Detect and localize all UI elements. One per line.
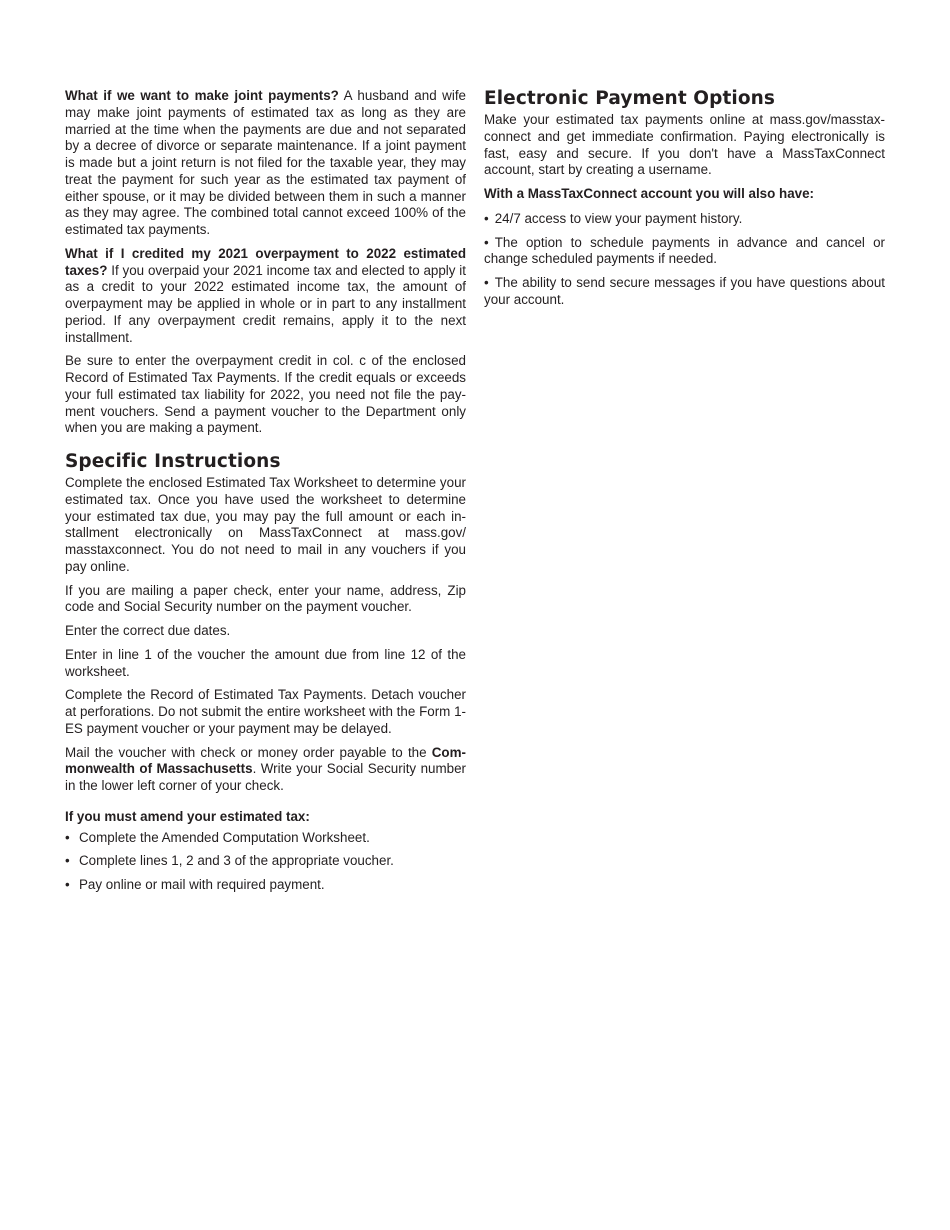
record-paragraph: Complete the Record of Estimated Tax Payments. Detach voucher at perforations. Do not submit the entire worksheet with the Form 1-ES payment voucher or your payment may be delayed. xyxy=(65,687,466,736)
amend-item-text: Pay online or mail with required payment. xyxy=(79,877,325,892)
list-item xyxy=(65,830,466,847)
amend-heading: If you must amend your estimated tax: xyxy=(65,808,310,824)
bullet-icon: • xyxy=(65,829,70,845)
worksheet-paragraph: Complete the enclosed Estimated Tax Worksheet to determine your estimated tax. Once you have used the worksheet to determine your estimated tax due, you may pay the full amount or each installment electronically on MassTaxConnect at mass.gov/ masstaxconnect. You do not need to mail in any vouchers if you pay online. xyxy=(65,475,466,574)
specific-instructions-heading: Specific Instructions xyxy=(65,451,281,472)
account-benefits-list xyxy=(484,211,885,309)
overpayment-answer: If you overpaid your 2021 income tax and elected to apply it as a credit to your 2022 estimated income tax, the amount of overpayment may be applied in whole or in part to any installment period. If any overpayment credit remains, apply it to the next installment. xyxy=(65,262,466,345)
joint-payments-paragraph xyxy=(65,88,466,239)
list-item xyxy=(65,853,466,870)
bullet-icon: • xyxy=(65,853,70,869)
right-column xyxy=(484,88,885,316)
left-column xyxy=(65,88,466,901)
mail-voucher-prefix: Mail the voucher with check or money order payable to the xyxy=(65,744,432,760)
list-item xyxy=(65,877,466,894)
electronic-payment-heading: Electronic Payment Options xyxy=(484,88,776,109)
overpayment-note-paragraph: Be sure to enter the overpayment credit in col. c of the enclosed Record of Estimated Tax Payments. If the credit equals or exceeds your full estimated tax liability for 2022, you need not file the payment vouchers. Send a payment voucher to the Department only when you are making a payment. xyxy=(65,353,466,436)
bullet-icon: • xyxy=(484,234,489,250)
mail-voucher-paragraph xyxy=(65,745,466,795)
bullet-icon: • xyxy=(65,877,70,892)
overpayment-paragraph xyxy=(65,246,466,347)
list-item xyxy=(484,275,885,309)
line-1-paragraph: Enter in line 1 of the voucher the amount due from line 12 of the worksheet. xyxy=(65,646,466,679)
list-item xyxy=(484,211,885,228)
bullet-icon: • xyxy=(484,210,489,226)
account-benefit-text: 24/7 access to view your payment history. xyxy=(494,210,743,226)
paper-check-paragraph: If you are mailing a paper check, enter your name, address, Zip code and Social Security number on the payment voucher. xyxy=(65,582,466,615)
account-benefits-heading: With a MassTaxConnect account you will also have: xyxy=(484,186,815,201)
amend-list xyxy=(65,830,466,894)
account-benefit-text: The option to schedule payments in advance and cancel or change scheduled payments if needed. xyxy=(484,234,885,267)
joint-payments-question: What if we want to make joint payments? xyxy=(65,88,339,103)
mail-voucher-payee: Commonwealth of Massachusetts xyxy=(65,744,466,777)
mail-voucher-suffix: . Write your Social Security number in the lower left corner of your check. xyxy=(65,761,466,793)
account-benefit-text: The ability to send secure messages if you have questions about your account. xyxy=(484,275,885,307)
list-item xyxy=(484,235,885,269)
electronic-payment-intro: Make your estimated tax payments online at mass.gov/masstaxconnect and get immediate confirmation. Paying electronically is fast, easy and secure. If you don't have a MassTaxConnect account, start by creating a username. xyxy=(484,112,885,178)
overpayment-question: What if I credited my 2021 overpayment to 2022 estimated taxes? xyxy=(65,245,466,278)
amend-item-text: Complete lines 1, 2 and 3 of the appropriate voucher. xyxy=(79,853,394,869)
due-dates-paragraph: Enter the correct due dates. xyxy=(65,623,231,638)
bullet-icon: • xyxy=(484,275,489,290)
joint-payments-answer: A husband and wife may make joint payments of estimated tax as long as they are married at the time when the payments are due and not separated by a decree of divorce or separate maintenance. If a joint payment is made but a joint return is not filed for the taxable year, they may treat the payment for such year as the estimated tax payment of either spouse, or it may be divided between them in such a manner as they may agree. The combined total cannot exceed 100% of the estimated tax payments. xyxy=(65,88,466,237)
amend-item-text: Complete the Amended Computation Worksheet. xyxy=(79,829,370,845)
